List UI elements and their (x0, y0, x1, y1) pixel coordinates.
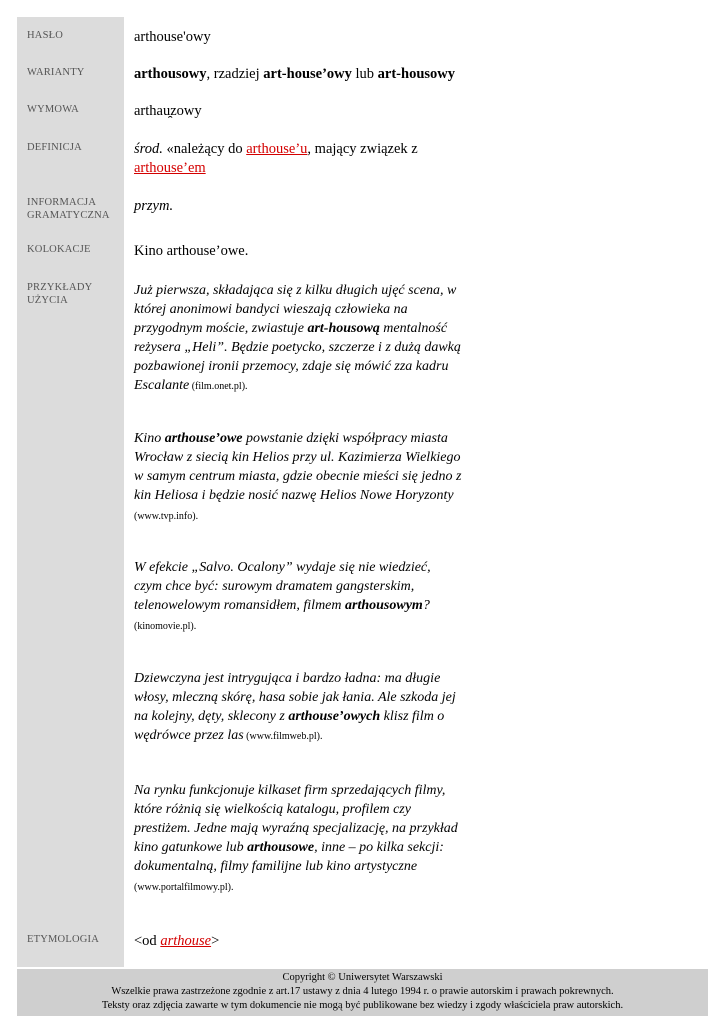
definition-link-arthouseem[interactable]: arthouse’em (134, 160, 206, 176)
example-text: Już pierwsza, składająca się z kilku długich ujęć scena, w której anonimowi bandyci wieszają człowieka na przygodnym moście, zwiastuje (134, 283, 457, 336)
pron-part-3: zowy (170, 103, 202, 119)
example-end: . (245, 381, 248, 392)
variant-3: art-housowy (377, 66, 456, 82)
example-end: . (319, 731, 323, 742)
example-1 (134, 281, 464, 396)
definition-text-1: «należący do (162, 141, 247, 157)
example-end: . (195, 511, 199, 522)
label-przyklady-uzycia (27, 281, 92, 307)
label-przyklady-line2: UŻYCIA (27, 295, 68, 306)
example-headword: arthouse’owych (288, 709, 381, 724)
label-column (17, 17, 124, 967)
label-wymowa: WYMOWA (27, 104, 79, 115)
example-text: , inne – po kilka sekcji: dokumentalną, filmy familijne lub kino artystyczne (134, 840, 444, 874)
etymology (134, 932, 464, 951)
pronunciation (134, 102, 464, 121)
etymology-prefix: <od (134, 933, 161, 949)
label-kolokacje: KOLOKACJE (27, 244, 91, 255)
definition-qualifier: środ. (134, 141, 163, 157)
example-5 (134, 781, 464, 897)
example-end: . (193, 621, 197, 632)
label-definicja: DEFINICJA (27, 142, 82, 153)
example-text: mentalność reżysera „Heli”. Będzie poetycko, szczerze i z dużą dawką pozbawionej ironii przemocy, zdaje się mówić zza kadru Escalante (134, 321, 461, 393)
example-headword: arthouse’owe (164, 431, 243, 446)
etymology-suffix: > (211, 933, 220, 949)
definition-text-2: , mający związek z (307, 141, 418, 157)
example-headword: art-housową (307, 321, 380, 336)
label-warianty: WARIANTY (27, 67, 85, 78)
footer-copyright: Copyright © Uniwersytet Warszawski (282, 972, 443, 983)
headword: arthouse'owy (134, 29, 211, 45)
variants (134, 65, 494, 84)
pron-part-1: artha (134, 103, 163, 119)
variant-1: arthousowy (134, 66, 207, 82)
example-source: (film.onet.pl) (189, 381, 246, 392)
footer (17, 969, 708, 1016)
footer-rights: Wszelkie prawa zastrzeżone zgodnie z art.17 ustawy z dnia 4 lutego 1994 r. o prawie autorskim i prawach pokrewnych. (111, 986, 614, 997)
example-source: (www.filmweb.pl) (243, 731, 320, 742)
example-source: (www.portalfilmowy.pl) (134, 882, 232, 893)
example-text: Na rynku funkcjonuje kilkaset firm sprzedających filmy, które różnią się wielkością katalogu, profilem czy prestiżem. Jedne mają wyraźną specjalizację, na przykład kino gatunkowe lub (134, 783, 458, 855)
label-informacja-gramatyczna (27, 196, 110, 222)
example-text: Dziewczyna jest intrygująca i bardzo ładna: ma długie włosy, mleczną skórę, hasa sobie jak łania. Ale szkoda jej na kolejny, dęty, sklecony z (134, 671, 456, 724)
example-headword: arthousowe (247, 840, 315, 855)
example-3 (134, 558, 444, 636)
example-text: Kino (134, 431, 165, 446)
definition (134, 140, 434, 178)
label-informacja-line2: GRAMATYCZNA (27, 210, 110, 221)
variant-2: art-house’owy (263, 66, 352, 82)
label-haslo: HASŁO (27, 30, 64, 41)
example-text: ? (422, 598, 430, 613)
etymology-link-arthouse[interactable]: arthouse (160, 933, 212, 949)
footer-notice: Teksty oraz zdjęcia zawarte w tym dokumencie nie mogą być publikowane bez wiedzy i zgody właściciela praw autorskich. (101, 1000, 624, 1011)
pron-part-2: u̯ (162, 103, 171, 119)
collocation: Kino arthouse’owe. (134, 243, 249, 259)
example-source: (www.tvp.info) (134, 511, 196, 522)
variant-sep-1: , rzadziej (206, 66, 264, 82)
example-text: W efekcie „Salvo. Ocalony” wydaje się nie wiedzieć, czym chce być: surowym dramatem gangsterskim, telenowelowym romansidłem, filmem (134, 560, 431, 613)
label-przyklady-line1: PRZYKŁADY (27, 282, 93, 293)
example-text: klisz film o wędrówce przez las (134, 709, 445, 743)
label-informacja-line1: INFORMACJA (27, 197, 97, 208)
label-etymologia: ETYMOLOGIA (27, 934, 99, 945)
example-end: . (231, 882, 234, 893)
grammar-info: przym. (134, 198, 174, 214)
definition-link-arthouseu[interactable]: arthouse’u (246, 141, 308, 157)
example-4 (134, 669, 464, 746)
example-2 (134, 429, 464, 526)
variant-sep-2: lub (351, 66, 378, 82)
example-text: powstanie dzięki współpracy miasta Wrocław z siecią kin Helios przy ul. Kazimierza Wielkiego w samym centrum miasta, gdzie obecnie mieści się jedno z kin Heliosa i będzie nosić nazwę Helios Nowe Horyzonty (134, 431, 462, 503)
example-headword: arthousowym (345, 598, 423, 613)
example-source: (kinomovie.pl) (134, 621, 194, 632)
